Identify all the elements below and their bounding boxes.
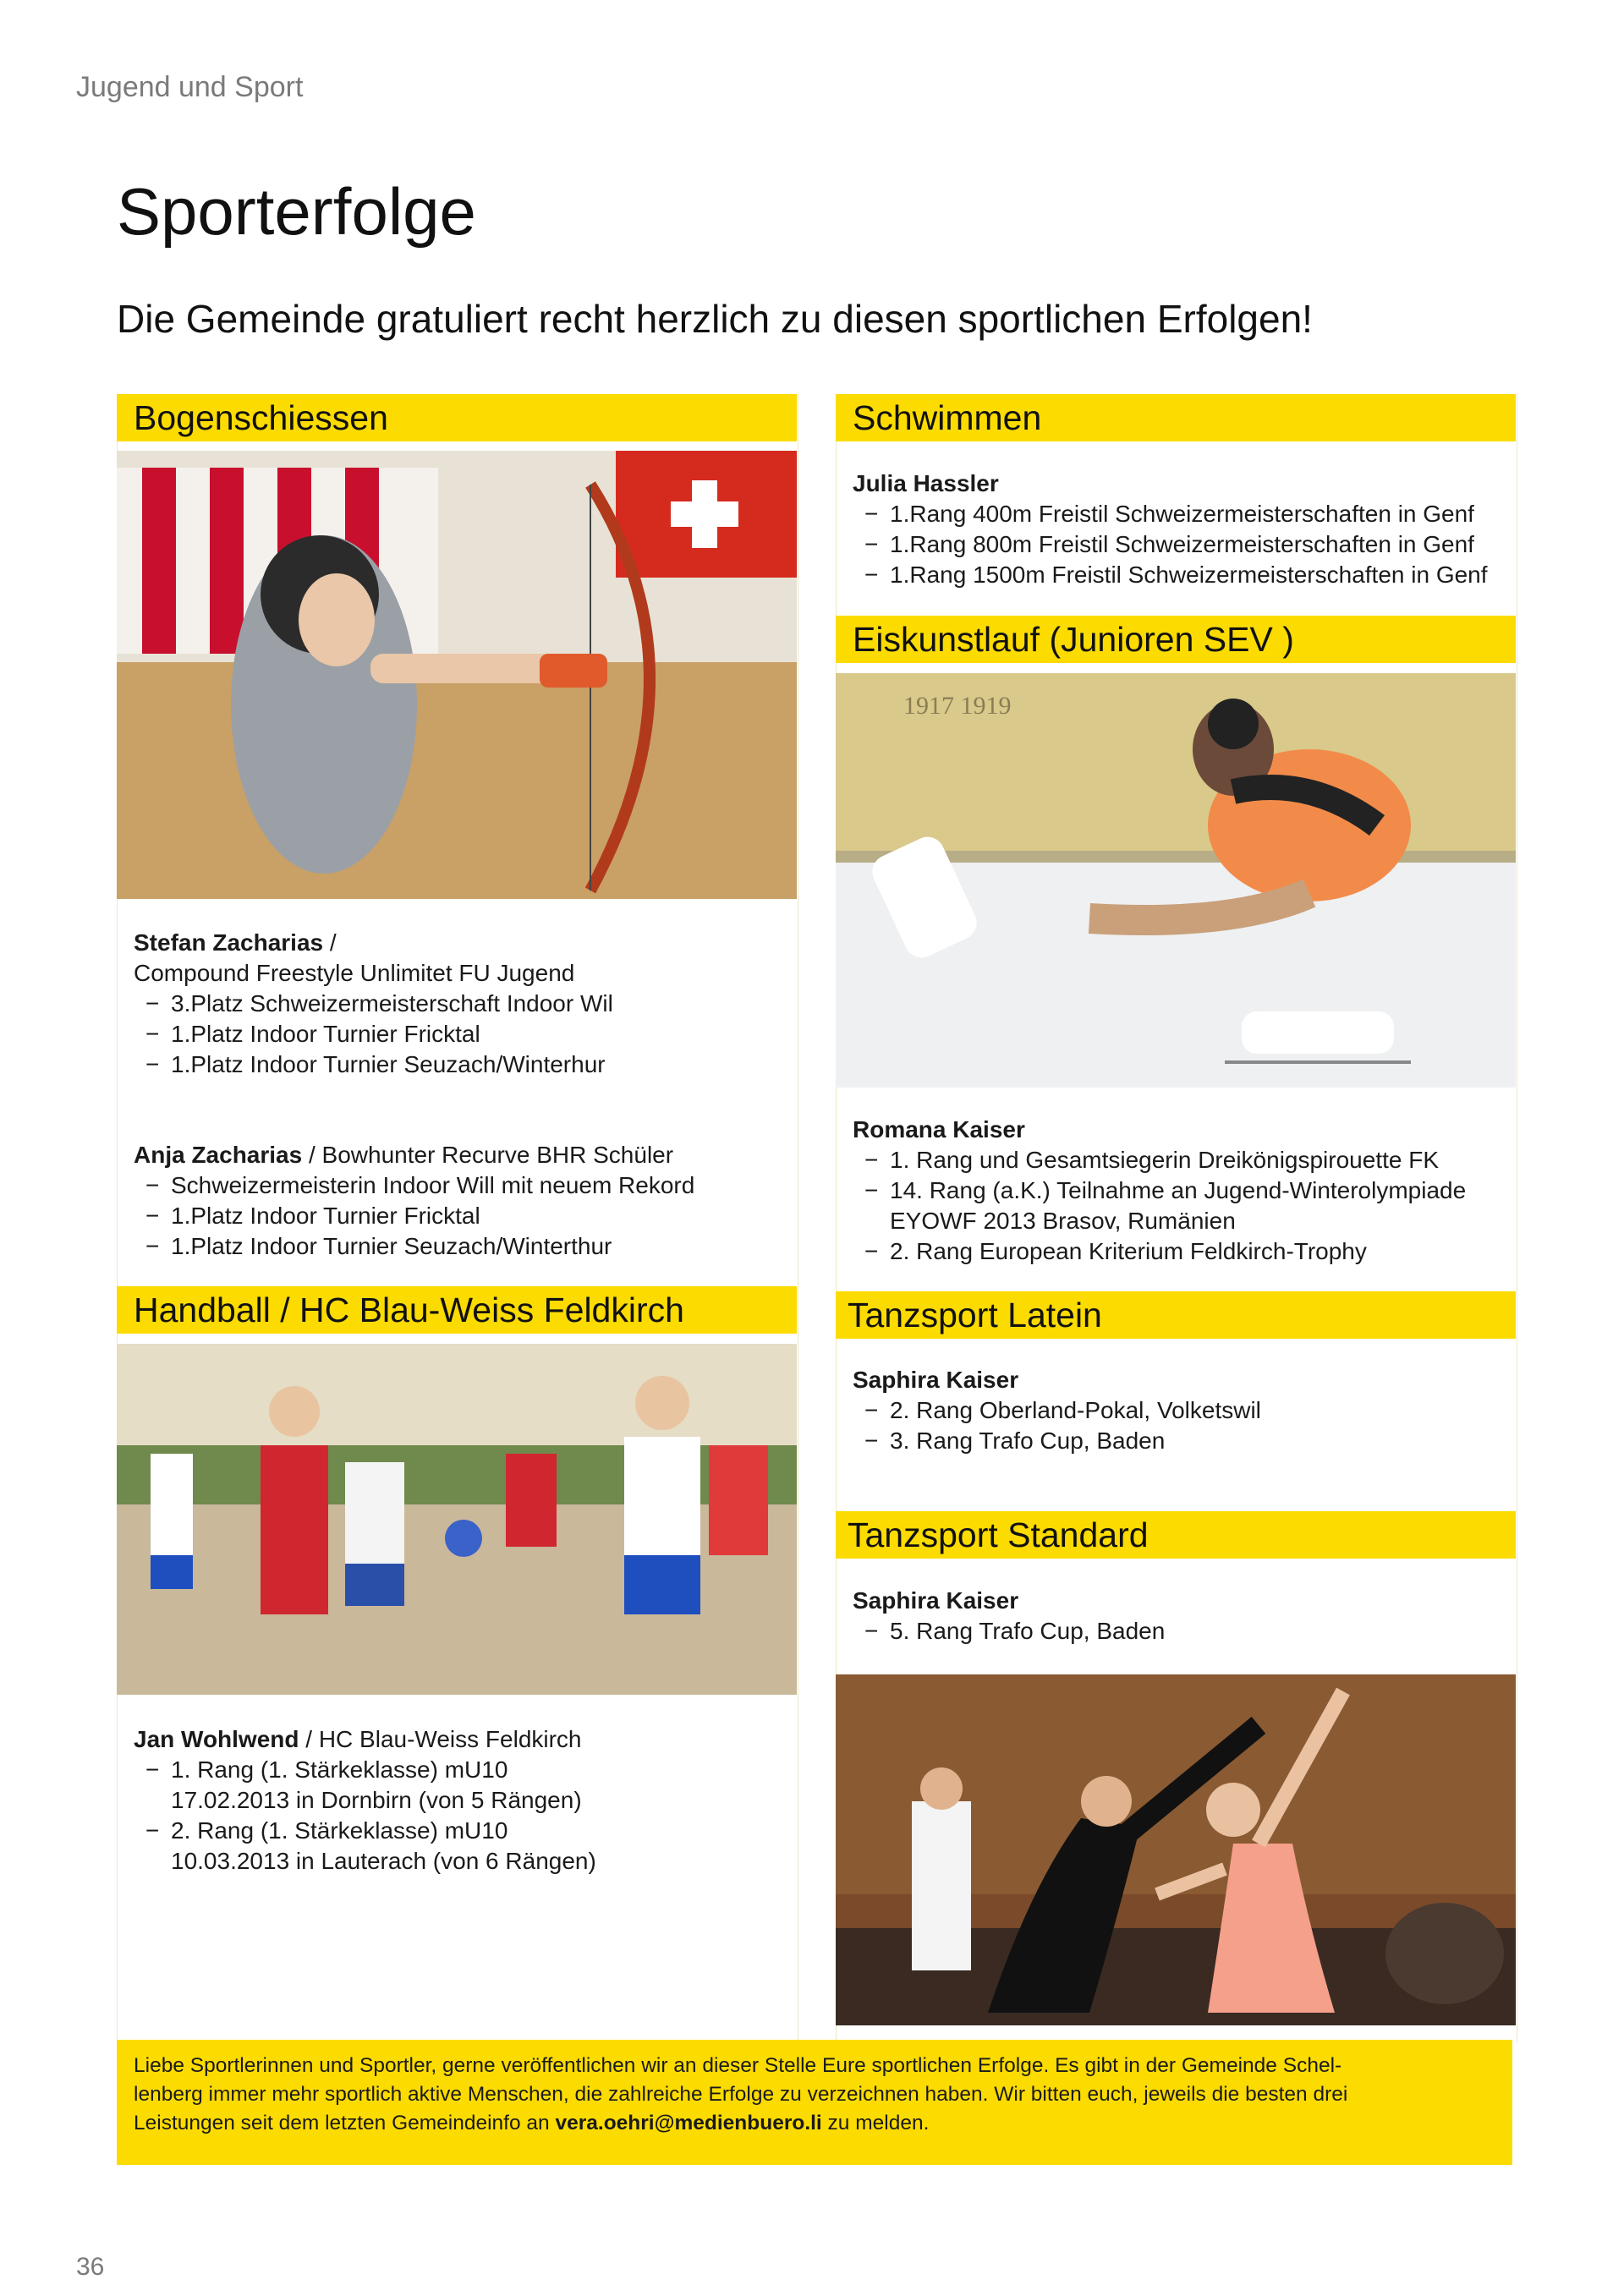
note-line [134,2109,1495,2138]
result-item: − Schweizermeisterin Indoor Will mit neuem Rekord [134,1170,776,1201]
athlete-name: Julia Hassler [853,470,999,496]
result-line: − 2. Rang (1. Stärkeklasse) mU10 [171,1817,508,1844]
heading-eiskunstlauf [836,616,1516,663]
wall-text: 1917 1919 [903,692,1012,720]
handball-entry-jan [134,1724,776,1877]
result-item [853,1236,1512,1267]
submission-note [117,2040,1512,2165]
archery-entry-stefan [134,928,776,1080]
result-item [853,1145,1512,1175]
heading-latein-label: Tanzsport Latein [848,1295,1102,1334]
archery-entry-anja [134,1140,776,1262]
athlete-category: Compound Freestyle Unlimitet FU Jugend [134,960,575,986]
athlete-name: Stefan Zacharias [134,929,324,956]
result-item [134,1755,776,1816]
heading-handball [117,1286,797,1334]
dance-photo [836,1674,1516,2025]
result-line: 17.02.2013 in Dornbirn (von 5 Rängen) [171,1787,582,1813]
athlete-name: Jan Wohlwend [134,1726,299,1752]
name-separator: / [323,929,337,956]
heading-schwimmen [836,394,1516,441]
note-text: Leistungen seit dem letzten Gemeindeinfo an [134,2112,556,2134]
result-line: − 1. Rang und Gesamtsiegerin Dreikönigspirouette FK [890,1147,1440,1173]
latin-dance-entry-saphira [853,1365,1512,1456]
athlete-category: / HC Blau-Weiss Feldkirch [299,1726,582,1752]
result-list [853,1616,1512,1647]
handball-photo [117,1344,797,1695]
archery-photo [117,451,797,899]
note-line: lenberg immer mehr sportlich aktive Menschen, die zahlreiche Erfolge zu verzeichnen haben. Wir bitten euch, jeweils die besten drei [134,2083,1348,2106]
note-text: zu melden. [821,2112,930,2134]
athlete-category: / Bowhunter Recurve BHR Schüler [302,1142,674,1168]
page-number: 36 [76,2253,105,2281]
result-item: − 1.Rang 400m Freistil Schweizermeisterschaften in Genf [853,499,1512,529]
page-subtitle: Die Gemeinde gratuliert recht herzlich zu diesen sportlichen Erfolgen! [117,297,1313,341]
result-list [134,989,776,1080]
result-item: − 2. Rang Oberland-Pokal, Volketswil [853,1395,1512,1426]
result-list [134,1170,776,1262]
standard-dance-entry-saphira [853,1586,1512,1647]
result-line: − 2. Rang European Kriterium Feldkirch-Trophy [890,1238,1367,1264]
result-item [134,1816,776,1877]
result-item: − 1.Platz Indoor Turnier Seuzach/Winterthur [134,1231,776,1262]
athlete-name: Saphira Kaiser [853,1587,1019,1614]
result-line: EYOWF 2013 Brasov, Rumänien [890,1208,1236,1234]
result-list [853,1395,1512,1456]
result-line: 10.03.2013 in Lauterach (von 6 Rängen) [171,1848,596,1874]
heading-eiskunstlauf-label: Eiskunstlauf (Junioren SEV ) [853,619,1294,659]
result-item: − 1.Platz Indoor Turnier Fricktal [134,1201,776,1231]
contact-email: vera.oehri@medienbuero.li [555,2112,822,2134]
figure-skating-photo [836,673,1516,1088]
athlete-name: Saphira Kaiser [853,1367,1019,1393]
athlete-name: Romana Kaiser [853,1116,1025,1143]
result-line: − 1. Rang (1. Stärkeklasse) mU10 [171,1756,508,1783]
athlete-name: Anja Zacharias [134,1142,303,1168]
result-item: − 1.Rang 800m Freistil Schweizermeisterschaften in Genf [853,529,1512,560]
page-title: Sporterfolge [117,174,476,249]
result-list [134,1755,776,1877]
heading-tanzsport-latein [836,1291,1516,1339]
skating-entry-romana [853,1115,1512,1267]
result-item: − 3. Rang Trafo Cup, Baden [853,1426,1512,1456]
result-item: − 1.Platz Indoor Turnier Seuzach/Winterhur [134,1049,776,1080]
heading-tanzsport-standard [836,1511,1516,1559]
heading-schwimmen-label: Schwimmen [853,397,1042,437]
result-item [853,1175,1512,1236]
result-item: − 1.Rang 1500m Freistil Schweizermeisterschaften in Genf [853,560,1512,590]
swimming-entry-julia [853,469,1512,590]
heading-handball-label: Handball / HC Blau-Weiss Feldkirch [134,1290,684,1329]
result-list [853,1145,1512,1267]
result-item: − 5. Rang Trafo Cup, Baden [853,1616,1512,1647]
result-item: − 3.Platz Schweizermeisterschaft Indoor Wil [134,989,776,1019]
running-head: Jugend und Sport [76,71,304,103]
heading-standard-label: Tanzsport Standard [848,1515,1149,1554]
result-list [853,499,1512,590]
heading-bogenschiessen-label: Bogenschiessen [134,397,388,437]
heading-bogenschiessen [117,394,797,441]
note-line: Liebe Sportlerinnen und Sportler, gerne veröffentlichen wir an dieser Stelle Eure sportlichen Erfolge. Es gibt in der Gemeinde Schel- [134,2054,1342,2077]
result-item: − 1.Platz Indoor Turnier Fricktal [134,1019,776,1049]
result-line: − 14. Rang (a.K.) Teilnahme an Jugend-Winterolympiade [890,1177,1467,1203]
